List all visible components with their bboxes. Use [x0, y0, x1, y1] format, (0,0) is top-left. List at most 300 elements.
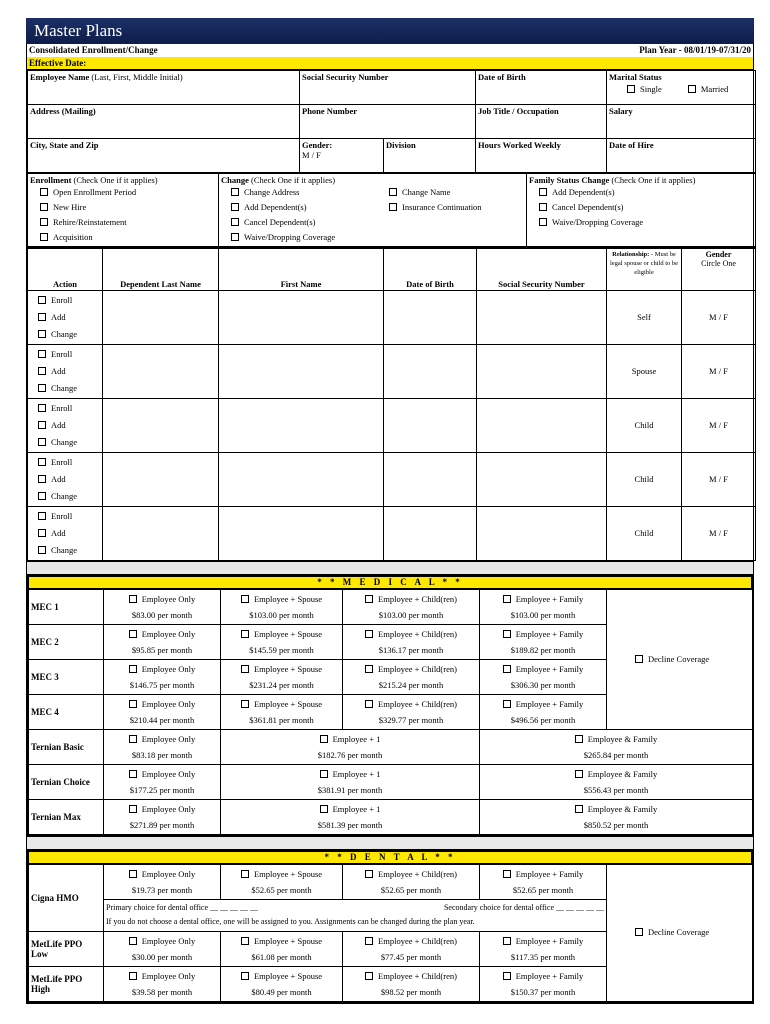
checkbox[interactable]	[241, 700, 249, 708]
coverage-tier[interactable]	[223, 626, 340, 642]
checkbox[interactable]	[575, 735, 583, 743]
action-cell	[28, 290, 103, 344]
coverage-tier[interactable]	[106, 968, 218, 984]
tier-label: Employee + Child(ren)	[378, 628, 457, 639]
checkbox[interactable]	[539, 188, 547, 196]
coverage-tier[interactable]	[345, 591, 477, 607]
dependent-last-name-field[interactable]	[103, 452, 219, 506]
tier-label: Employee Only	[141, 593, 196, 604]
plan-name: Cigna HMO	[29, 864, 104, 931]
action-option[interactable]	[38, 417, 100, 434]
coverage-tier[interactable]	[106, 661, 218, 677]
action-option[interactable]	[38, 434, 100, 451]
option-label: Add	[51, 419, 66, 430]
action-option[interactable]	[38, 346, 100, 363]
price-label: $117.35 per month	[510, 951, 576, 962]
tier-label: Employee Only	[141, 868, 196, 879]
coverage-option[interactable]	[221, 864, 343, 899]
tier-label: Employee + Family	[515, 698, 584, 709]
coverage-option[interactable]	[221, 764, 480, 799]
price-label: $329.77 per month	[378, 714, 444, 725]
plan-name: MEC 3	[29, 659, 104, 694]
coverage-tier[interactable]	[482, 968, 604, 984]
enrollment-option[interactable]	[40, 200, 216, 215]
checkbox[interactable]	[320, 770, 328, 778]
date-of-birth-field[interactable]	[384, 506, 477, 560]
family-status-option[interactable]	[539, 200, 753, 215]
coverage-option[interactable]	[104, 966, 221, 1001]
relationship-cell: Spouse	[607, 344, 682, 398]
coverage-option[interactable]	[480, 589, 607, 624]
option-label: Change	[51, 436, 77, 447]
option-label: Waive/Dropping Coverage	[552, 217, 644, 227]
col-gender: Gender Circle One	[682, 248, 756, 290]
checkbox[interactable]	[231, 188, 239, 196]
tier-label: Employee + Child(ren)	[378, 935, 457, 946]
dental-office-cell[interactable]	[104, 899, 607, 931]
action-option[interactable]	[38, 525, 100, 542]
employee-ssn-field[interactable]: Social Security Number	[300, 71, 476, 105]
checkbox[interactable]	[241, 595, 249, 603]
coverage-option[interactable]	[480, 624, 607, 659]
col-ssn: Social Security Number	[477, 248, 607, 290]
primary-dental-office[interactable]: Primary choice for dental office __ __ __ __ __	[106, 902, 259, 912]
checkbox[interactable]	[40, 188, 48, 196]
decline-medical-checkbox[interactable]	[635, 652, 750, 667]
dental-office-choices[interactable]	[106, 901, 604, 915]
plan-name: MetLife PPO Low	[29, 931, 104, 966]
checkbox[interactable]	[241, 870, 249, 878]
tier-label: Employee + 1	[332, 803, 381, 814]
coverage-option[interactable]	[104, 764, 221, 799]
coverage-tier[interactable]	[106, 591, 218, 607]
tier-label: Employee + Child(ren)	[378, 663, 457, 674]
tier-label: Employee + Spouse	[253, 868, 323, 879]
coverage-option[interactable]	[480, 799, 753, 834]
coverage-tier[interactable]	[482, 661, 604, 677]
col-dependent-last-name: Dependent Last Name	[103, 248, 219, 290]
price-label: $265.84 per month	[583, 749, 649, 760]
action-option[interactable]	[38, 508, 100, 525]
coverage-tier[interactable]	[345, 696, 477, 712]
option-label: Enroll	[51, 294, 73, 305]
price-label: $52.65 per month	[380, 884, 442, 895]
coverage-tier[interactable]	[345, 933, 477, 949]
checkbox[interactable]	[38, 404, 46, 412]
division-field[interactable]: Division	[384, 139, 476, 173]
gender-circle-cell[interactable]: M / F	[682, 290, 756, 344]
price-label: $306.30 per month	[510, 679, 576, 690]
checkbox[interactable]	[129, 770, 137, 778]
coverage-option[interactable]	[104, 931, 221, 966]
price-label: $30.00 per month	[131, 951, 193, 962]
checkbox[interactable]	[38, 313, 46, 321]
checkbox[interactable]	[365, 937, 373, 945]
checkbox[interactable]	[503, 870, 511, 878]
tier-label: Employee Only	[141, 663, 196, 674]
action-option[interactable]	[38, 292, 100, 309]
price-label: $77.45 per month	[380, 951, 442, 962]
coverage-tier[interactable]	[223, 696, 340, 712]
coverage-option[interactable]	[221, 966, 343, 1001]
checkbox[interactable]	[38, 330, 46, 338]
checkbox[interactable]	[503, 630, 511, 638]
checkbox[interactable]	[231, 233, 239, 241]
coverage-tier[interactable]	[482, 731, 750, 747]
checkbox[interactable]	[241, 665, 249, 673]
checkbox[interactable]	[320, 735, 328, 743]
option-label: Decline Coverage	[648, 653, 710, 664]
date-of-birth-field[interactable]	[384, 452, 477, 506]
coverage-tier[interactable]	[482, 801, 750, 817]
tier-label: Employee + Spouse	[253, 935, 323, 946]
enrollment-option[interactable]	[40, 230, 216, 245]
checkbox[interactable]	[389, 203, 397, 211]
coverage-option[interactable]	[104, 864, 221, 899]
coverage-tier[interactable]	[106, 696, 218, 712]
salary-field[interactable]: Salary	[607, 105, 756, 139]
tier-label: Employee + Child(ren)	[378, 868, 457, 879]
coverage-tier[interactable]	[345, 866, 477, 882]
action-option[interactable]	[38, 363, 100, 380]
hours-worked-field[interactable]: Hours Worked Weekly	[476, 139, 607, 173]
option-label: Add	[51, 311, 66, 322]
coverage-tier[interactable]	[106, 731, 218, 747]
checkbox[interactable]	[231, 203, 239, 211]
coverage-option[interactable]	[343, 624, 480, 659]
price-label: $80.49 per month	[251, 986, 312, 997]
coverage-tier[interactable]	[106, 626, 218, 642]
change-option[interactable]	[389, 200, 482, 215]
coverage-tier[interactable]	[223, 866, 340, 882]
phone-field[interactable]: Phone Number	[300, 105, 476, 139]
plan-name: Ternian Max	[29, 799, 104, 834]
plan-name: Ternian Choice	[29, 764, 104, 799]
medical-section	[26, 574, 754, 837]
coverage-tier[interactable]	[106, 933, 218, 949]
employee-dob-field[interactable]: Date of Birth	[476, 71, 607, 105]
col-date-of-birth: Date of Birth	[384, 248, 477, 290]
medical-plan-row	[29, 764, 753, 799]
checkbox[interactable]	[38, 384, 46, 392]
checkbox[interactable]	[503, 937, 511, 945]
tier-label: Employee + Family	[515, 970, 584, 981]
coverage-option[interactable]	[104, 589, 221, 624]
checkbox[interactable]	[40, 233, 48, 241]
checkbox[interactable]	[129, 937, 137, 945]
checkbox[interactable]	[365, 972, 373, 980]
checkbox[interactable]	[38, 475, 46, 483]
coverage-tier[interactable]	[482, 696, 604, 712]
coverage-option[interactable]	[221, 624, 343, 659]
coverage-option[interactable]	[343, 589, 480, 624]
coverage-tier[interactable]	[223, 591, 340, 607]
dependent-last-name-field[interactable]	[103, 290, 219, 344]
coverage-option[interactable]	[480, 966, 607, 1001]
coverage-tier[interactable]	[223, 661, 340, 677]
option-label: Change	[51, 490, 77, 501]
secondary-dental-office[interactable]: Secondary choice for dental office __ __ __ __ __	[443, 902, 604, 912]
coverage-option[interactable]	[480, 931, 607, 966]
city-state-zip-field[interactable]: City, State and Zip	[28, 139, 300, 173]
employee-name-field[interactable]: Employee Name (Last, First, Middle Initial)	[28, 71, 300, 105]
dependent-last-name-field[interactable]	[103, 398, 219, 452]
checkbox[interactable]	[320, 805, 328, 813]
price-label: $19.73 per month	[131, 884, 193, 895]
checkbox[interactable]	[129, 665, 137, 673]
checkbox[interactable]	[365, 665, 373, 673]
checkbox[interactable]	[129, 805, 137, 813]
date-of-birth-field[interactable]	[384, 398, 477, 452]
option-label: Change Name	[402, 187, 451, 197]
ssn-field[interactable]	[477, 398, 607, 452]
coverage-tier[interactable]	[223, 933, 340, 949]
checkbox[interactable]	[635, 655, 643, 663]
relationship-cell: Child	[607, 398, 682, 452]
action-cell	[28, 506, 103, 560]
checkbox[interactable]	[389, 188, 397, 196]
checkbox[interactable]	[38, 529, 46, 537]
coverage-tier[interactable]	[482, 933, 604, 949]
checkbox[interactable]	[241, 972, 249, 980]
checkbox[interactable]	[129, 630, 137, 638]
option-label: Enroll	[51, 348, 73, 359]
change-option[interactable]	[231, 200, 389, 215]
tier-label: Employee + Spouse	[253, 663, 323, 674]
gender-field[interactable]: Gender: M / F	[300, 139, 384, 173]
tier-label: Employee Only	[141, 803, 196, 814]
dental-section	[26, 849, 754, 1004]
address-field[interactable]: Address (Mailing)	[28, 105, 300, 139]
coverage-option[interactable]	[221, 694, 343, 729]
price-label: $189.82 per month	[510, 644, 576, 655]
action-option[interactable]	[38, 542, 100, 559]
coverage-tier[interactable]	[482, 766, 750, 782]
checkbox[interactable]	[129, 972, 137, 980]
coverage-option[interactable]	[104, 659, 221, 694]
family-status-option[interactable]	[539, 215, 753, 230]
checkbox[interactable]	[129, 595, 137, 603]
price-label: $145.59 per month	[249, 644, 314, 655]
coverage-option[interactable]	[480, 694, 607, 729]
relationship-cell: Self	[607, 290, 682, 344]
coverage-tier[interactable]	[345, 661, 477, 677]
dental-office-note: If you do not choose a dental office, one will be assigned to you. Assignments can be changed during the plan year.	[106, 916, 475, 926]
price-label: $150.37 per month	[510, 986, 576, 997]
price-label: $103.00 per month	[378, 609, 444, 620]
coverage-option[interactable]	[104, 799, 221, 834]
checkbox[interactable]	[38, 421, 46, 429]
ssn-field[interactable]	[477, 290, 607, 344]
checkbox[interactable]	[40, 218, 48, 226]
checkbox[interactable]	[129, 700, 137, 708]
action-option[interactable]	[38, 400, 100, 417]
dependent-last-name-field[interactable]	[103, 506, 219, 560]
tier-label: Employee Only	[141, 935, 196, 946]
coverage-tier[interactable]	[482, 626, 604, 642]
dependent-last-name-field[interactable]	[103, 344, 219, 398]
action-option[interactable]	[38, 488, 100, 505]
checkbox[interactable]	[503, 972, 511, 980]
tier-label: Employee Only	[141, 768, 196, 779]
gender-circle-cell[interactable]: M / F	[682, 344, 756, 398]
coverage-tier[interactable]	[223, 766, 477, 782]
coverage-option[interactable]	[221, 589, 343, 624]
coverage-option[interactable]	[343, 966, 480, 1001]
coverage-option[interactable]	[221, 931, 343, 966]
job-title-field[interactable]: Job Title / Occupation	[476, 105, 607, 139]
coverage-tier[interactable]	[345, 626, 477, 642]
coverage-option[interactable]	[104, 729, 221, 764]
checkbox[interactable]	[241, 937, 249, 945]
coverage-option[interactable]	[480, 764, 753, 799]
option-label: Cancel Dependent(s)	[244, 217, 316, 227]
ssn-field[interactable]	[477, 344, 607, 398]
action-option[interactable]	[38, 326, 100, 343]
coverage-option[interactable]	[480, 659, 607, 694]
coverage-tier[interactable]	[482, 591, 604, 607]
plan-name: MEC 1	[29, 589, 104, 624]
coverage-tier[interactable]	[223, 968, 340, 984]
option-label: Open Enrollment Period	[53, 187, 137, 197]
checkbox[interactable]	[129, 735, 137, 743]
coverage-option[interactable]	[104, 694, 221, 729]
checkbox[interactable]	[129, 870, 137, 878]
checkbox[interactable]	[38, 512, 46, 520]
tier-label: Employee Only	[141, 733, 196, 744]
price-label: $177.25 per month	[129, 784, 195, 795]
decline-dental-checkbox[interactable]	[635, 925, 750, 940]
action-option[interactable]	[38, 309, 100, 326]
first-name-field[interactable]	[219, 398, 384, 452]
price-label: $52.65 per month	[512, 884, 574, 895]
dependent-row	[28, 344, 756, 398]
coverage-tier[interactable]	[345, 968, 477, 984]
price-label: $581.39 per month	[317, 819, 383, 830]
checkbox[interactable]	[575, 805, 583, 813]
coverage-tier[interactable]	[223, 801, 477, 817]
coverage-option[interactable]	[221, 729, 480, 764]
first-name-field[interactable]	[219, 452, 384, 506]
coverage-option[interactable]	[480, 864, 607, 899]
checkbox[interactable]	[241, 630, 249, 638]
dependent-row	[28, 452, 756, 506]
checkbox[interactable]	[38, 367, 46, 375]
tier-label: Employee & Family	[587, 733, 658, 744]
checkbox[interactable]	[539, 203, 547, 211]
option-label: Change	[51, 382, 77, 393]
coverage-tier[interactable]	[106, 766, 218, 782]
option-label: Change	[51, 328, 77, 339]
checkbox[interactable]	[365, 595, 373, 603]
checkbox[interactable]	[231, 218, 239, 226]
checkbox[interactable]	[575, 770, 583, 778]
coverage-option[interactable]	[221, 659, 343, 694]
gender-circle-cell[interactable]: M / F	[682, 506, 756, 560]
price-label: $83.18 per month	[131, 749, 193, 760]
checkbox[interactable]	[503, 595, 511, 603]
checkbox[interactable]	[539, 218, 547, 226]
checkbox[interactable]	[365, 700, 373, 708]
checkbox[interactable]	[635, 928, 643, 936]
price-label: $496.56 per month	[510, 714, 576, 725]
checkbox[interactable]	[503, 665, 511, 673]
checkbox[interactable]	[38, 546, 46, 554]
change-option[interactable]	[231, 215, 389, 230]
coverage-option[interactable]	[104, 624, 221, 659]
checkbox[interactable]	[503, 700, 511, 708]
checkbox[interactable]	[40, 203, 48, 211]
checkbox[interactable]	[38, 438, 46, 446]
coverage-tier[interactable]	[223, 731, 477, 747]
col-action: Action	[28, 248, 103, 290]
option-label: Add	[51, 527, 66, 538]
date-of-birth-field[interactable]	[384, 344, 477, 398]
option-label: Decline Coverage	[648, 927, 710, 937]
coverage-option[interactable]	[221, 799, 480, 834]
change-option[interactable]	[231, 185, 389, 200]
family-status-option[interactable]	[539, 185, 753, 200]
gender-circle-cell[interactable]: M / F	[682, 452, 756, 506]
option-label: Insurance Continuation	[402, 202, 482, 212]
tier-label: Employee + 1	[332, 768, 381, 779]
tier-label: Employee + Family	[515, 593, 584, 604]
coverage-option[interactable]	[343, 659, 480, 694]
checkbox[interactable]	[365, 630, 373, 638]
action-option[interactable]	[38, 471, 100, 488]
single-checkbox[interactable]	[627, 85, 635, 93]
first-name-field[interactable]	[219, 506, 384, 560]
tier-label: Employee + Family	[515, 935, 584, 946]
checkbox[interactable]	[38, 458, 46, 466]
ssn-field[interactable]	[477, 506, 607, 560]
first-name-field[interactable]	[219, 344, 384, 398]
enrollment-option[interactable]	[40, 185, 216, 200]
action-option[interactable]	[38, 380, 100, 397]
gender-circle-cell[interactable]: M / F	[682, 398, 756, 452]
decline-dental-cell	[607, 864, 753, 1001]
coverage-tier[interactable]	[482, 866, 604, 882]
coverage-option[interactable]	[343, 694, 480, 729]
coverage-option[interactable]	[343, 864, 480, 899]
checkbox[interactable]	[38, 350, 46, 358]
medical-table	[28, 589, 753, 835]
checkbox[interactable]	[365, 870, 373, 878]
tier-label: Employee & Family	[587, 768, 658, 779]
enrollment-option[interactable]	[40, 215, 216, 230]
checkbox[interactable]	[38, 492, 46, 500]
tier-label: Employee Only	[141, 970, 196, 981]
option-label: Acquisition	[53, 232, 93, 242]
first-name-field[interactable]	[219, 290, 384, 344]
date-of-hire-field[interactable]: Date of Hire	[607, 139, 756, 173]
change-option[interactable]	[231, 230, 389, 245]
coverage-tier[interactable]	[106, 866, 218, 882]
change-option[interactable]	[389, 185, 482, 200]
decline-medical-cell	[607, 589, 753, 729]
tier-label: Employee + Family	[515, 868, 584, 879]
tier-label: Employee + Spouse	[253, 593, 323, 604]
ssn-field[interactable]	[477, 452, 607, 506]
married-checkbox[interactable]	[688, 85, 696, 93]
action-option[interactable]	[38, 454, 100, 471]
checkbox[interactable]	[38, 296, 46, 304]
coverage-tier[interactable]	[106, 801, 218, 817]
coverage-option[interactable]	[343, 931, 480, 966]
date-of-birth-field[interactable]	[384, 290, 477, 344]
employee-info-table	[27, 70, 756, 173]
coverage-option[interactable]	[480, 729, 753, 764]
